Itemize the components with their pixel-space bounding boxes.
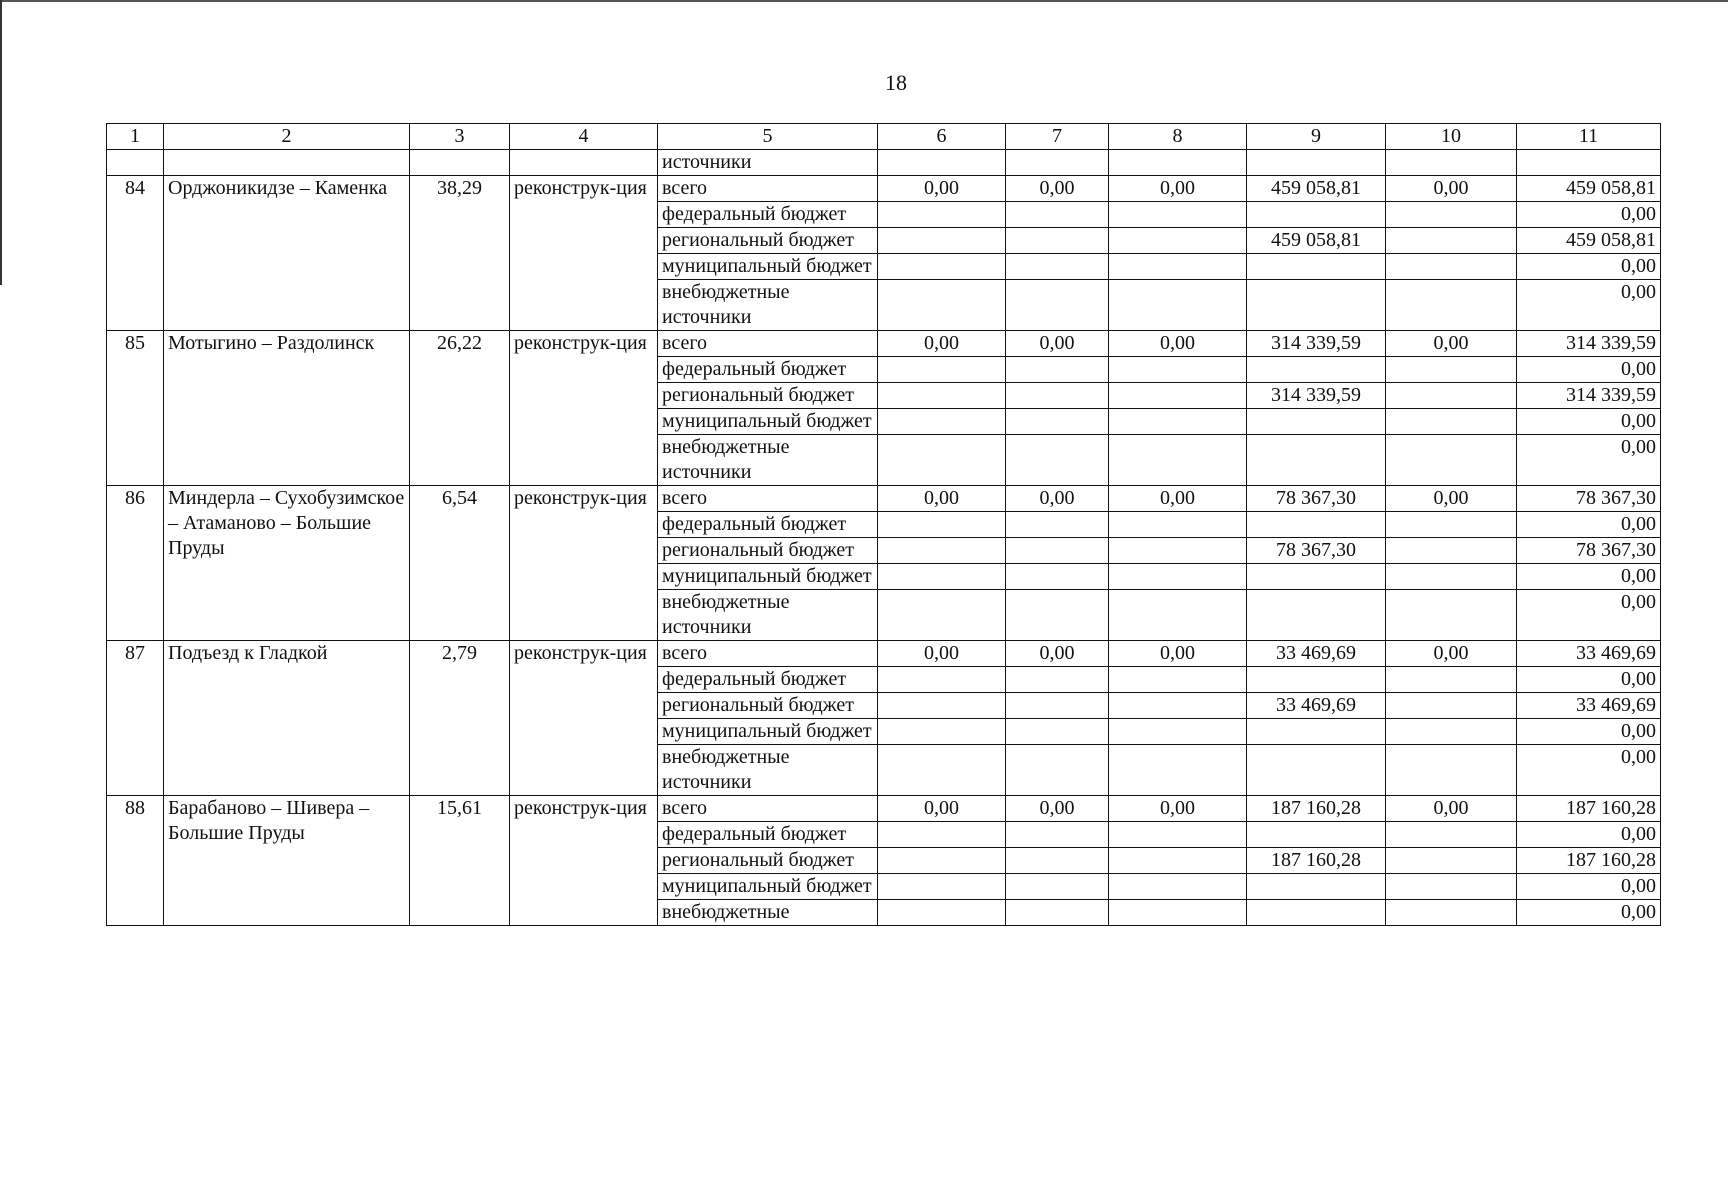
- value-cell-col10: [1386, 564, 1517, 590]
- empty-cell: [1109, 150, 1247, 176]
- value-cell-col6: [878, 383, 1006, 409]
- funding-source-cell: региональный бюджет: [658, 383, 878, 409]
- empty-cell: [510, 150, 658, 176]
- header-cell: 11: [1517, 124, 1661, 150]
- work-type-cell: реконструк-ция: [510, 176, 658, 331]
- value-cell-col11: 0,00: [1517, 590, 1661, 641]
- funding-source-cell: внебюджетные источники: [658, 280, 878, 331]
- value-cell-col8: [1109, 357, 1247, 383]
- value-cell-col10: 0,00: [1386, 486, 1517, 512]
- value-cell-col9: [1247, 254, 1386, 280]
- value-cell-col6: 0,00: [878, 641, 1006, 667]
- object-row-total: [107, 486, 1661, 512]
- value-cell-col8: [1109, 409, 1247, 435]
- object-row-total: [107, 796, 1661, 822]
- funding-source-cell: федеральный бюджет: [658, 667, 878, 693]
- value-cell-col10: [1386, 357, 1517, 383]
- value-cell-col6: [878, 693, 1006, 719]
- value-cell-col11: 0,00: [1517, 564, 1661, 590]
- funding-source-cell: региональный бюджет: [658, 538, 878, 564]
- value-cell-col7: [1006, 409, 1109, 435]
- value-cell-col7: [1006, 667, 1109, 693]
- value-cell-col10: [1386, 719, 1517, 745]
- funding-source-cell: федеральный бюджет: [658, 822, 878, 848]
- value-cell-col8: [1109, 848, 1247, 874]
- value-cell-col8: 0,00: [1109, 331, 1247, 357]
- value-cell-col8: [1109, 874, 1247, 900]
- value-cell-col8: [1109, 719, 1247, 745]
- value-cell-col10: [1386, 280, 1517, 331]
- budget-table: [106, 123, 1661, 926]
- value-cell-col9: [1247, 667, 1386, 693]
- object-row-total: [107, 641, 1661, 667]
- object-name-cell: Орджоникидзе – Каменка: [164, 176, 410, 331]
- value-cell-col8: [1109, 745, 1247, 796]
- empty-cell: [1386, 150, 1517, 176]
- value-cell-col11: 0,00: [1517, 874, 1661, 900]
- work-type-cell: реконструк-ция: [510, 796, 658, 926]
- value-cell-col9: [1247, 202, 1386, 228]
- value-cell-col9: 459 058,81: [1247, 228, 1386, 254]
- value-cell-col10: 0,00: [1386, 176, 1517, 202]
- value-cell-col10: [1386, 693, 1517, 719]
- funding-source-cell: внебюджетные источники: [658, 745, 878, 796]
- value-cell-col11: 78 367,30: [1517, 486, 1661, 512]
- value-cell-col8: [1109, 667, 1247, 693]
- value-cell-col7: 0,00: [1006, 331, 1109, 357]
- funding-source-cell: внебюджетные источники: [658, 435, 878, 486]
- value-cell-col9: [1247, 435, 1386, 486]
- value-cell-col7: 0,00: [1006, 641, 1109, 667]
- funding-source-cell: источники: [658, 150, 878, 176]
- value-cell-col9: [1247, 822, 1386, 848]
- page-number: 18: [885, 70, 907, 95]
- funding-source-cell: федеральный бюджет: [658, 202, 878, 228]
- value-cell-col9: 314 339,59: [1247, 383, 1386, 409]
- value-cell-col6: [878, 874, 1006, 900]
- object-length-cell: 6,54: [410, 486, 510, 641]
- value-cell-col10: [1386, 383, 1517, 409]
- value-cell-col10: 0,00: [1386, 796, 1517, 822]
- value-cell-col7: 0,00: [1006, 176, 1109, 202]
- header-cell: 10: [1386, 124, 1517, 150]
- funding-source-cell: всего: [658, 486, 878, 512]
- value-cell-col11: 0,00: [1517, 719, 1661, 745]
- value-cell-col10: [1386, 590, 1517, 641]
- empty-cell: [878, 150, 1006, 176]
- value-cell-col11: 187 160,28: [1517, 796, 1661, 822]
- funding-source-cell: региональный бюджет: [658, 693, 878, 719]
- value-cell-col11: 0,00: [1517, 900, 1661, 926]
- value-cell-col8: [1109, 590, 1247, 641]
- value-cell-col8: [1109, 254, 1247, 280]
- value-cell-col10: [1386, 435, 1517, 486]
- value-cell-col7: [1006, 848, 1109, 874]
- value-cell-col8: 0,00: [1109, 486, 1247, 512]
- funding-source-cell: региональный бюджет: [658, 228, 878, 254]
- value-cell-col11: 0,00: [1517, 822, 1661, 848]
- value-cell-col8: [1109, 564, 1247, 590]
- value-cell-col8: 0,00: [1109, 796, 1247, 822]
- value-cell-col10: [1386, 512, 1517, 538]
- object-number-cell: 87: [107, 641, 164, 796]
- value-cell-col11: 78 367,30: [1517, 538, 1661, 564]
- value-cell-col9: [1247, 745, 1386, 796]
- object-length-cell: 2,79: [410, 641, 510, 796]
- value-cell-col10: 0,00: [1386, 331, 1517, 357]
- funding-source-cell: всего: [658, 641, 878, 667]
- value-cell-col9: 33 469,69: [1247, 641, 1386, 667]
- value-cell-col10: 0,00: [1386, 641, 1517, 667]
- object-name-cell: Подъезд к Гладкой: [164, 641, 410, 796]
- funding-source-cell: муниципальный бюджет: [658, 564, 878, 590]
- work-type-cell: реконструк-ция: [510, 641, 658, 796]
- page-top-border: [0, 0, 1728, 2]
- value-cell-col6: [878, 822, 1006, 848]
- value-cell-col10: [1386, 202, 1517, 228]
- value-cell-col9: [1247, 409, 1386, 435]
- value-cell-col9: 459 058,81: [1247, 176, 1386, 202]
- value-cell-col9: [1247, 874, 1386, 900]
- value-cell-col11: 187 160,28: [1517, 848, 1661, 874]
- value-cell-col9: 187 160,28: [1247, 796, 1386, 822]
- value-cell-col6: [878, 357, 1006, 383]
- value-cell-col7: [1006, 900, 1109, 926]
- value-cell-col11: 0,00: [1517, 667, 1661, 693]
- value-cell-col11: 0,00: [1517, 202, 1661, 228]
- value-cell-col7: [1006, 822, 1109, 848]
- object-row-total: [107, 176, 1661, 202]
- value-cell-col7: 0,00: [1006, 796, 1109, 822]
- header-cell: 9: [1247, 124, 1386, 150]
- funding-source-cell: внебюджетные: [658, 900, 878, 926]
- value-cell-col7: [1006, 590, 1109, 641]
- value-cell-col7: [1006, 719, 1109, 745]
- empty-cell: [1517, 150, 1661, 176]
- funding-source-cell: федеральный бюджет: [658, 357, 878, 383]
- object-row-total: [107, 331, 1661, 357]
- funding-source-cell: всего: [658, 796, 878, 822]
- value-cell-col6: 0,00: [878, 796, 1006, 822]
- funding-source-cell: внебюджетные источники: [658, 590, 878, 641]
- header-cell: 6: [878, 124, 1006, 150]
- value-cell-col9: 314 339,59: [1247, 331, 1386, 357]
- value-cell-col6: [878, 719, 1006, 745]
- header-cell: 4: [510, 124, 658, 150]
- object-length-cell: 15,61: [410, 796, 510, 926]
- funding-source-cell: муниципальный бюджет: [658, 874, 878, 900]
- object-name-cell: Барабаново – Шивера – Большие Пруды: [164, 796, 410, 926]
- value-cell-col8: [1109, 693, 1247, 719]
- value-cell-col7: [1006, 512, 1109, 538]
- value-cell-col7: [1006, 564, 1109, 590]
- empty-cell: [1247, 150, 1386, 176]
- value-cell-col11: 0,00: [1517, 435, 1661, 486]
- object-number-cell: 85: [107, 331, 164, 486]
- value-cell-col11: 33 469,69: [1517, 693, 1661, 719]
- value-cell-col9: 33 469,69: [1247, 693, 1386, 719]
- value-cell-col8: [1109, 512, 1247, 538]
- value-cell-col6: [878, 745, 1006, 796]
- value-cell-col6: [878, 900, 1006, 926]
- budget-table-body: [107, 124, 1661, 926]
- header-cell: 7: [1006, 124, 1109, 150]
- value-cell-col10: [1386, 228, 1517, 254]
- value-cell-col9: [1247, 590, 1386, 641]
- value-cell-col11: 314 339,59: [1517, 383, 1661, 409]
- value-cell-col11: 0,00: [1517, 280, 1661, 331]
- value-cell-col10: [1386, 848, 1517, 874]
- value-cell-col7: [1006, 383, 1109, 409]
- object-name-cell: Миндерла – Сухобузимское – Атаманово – Большие Пруды: [164, 486, 410, 641]
- value-cell-col6: [878, 254, 1006, 280]
- header-cell: 1: [107, 124, 164, 150]
- value-cell-col11: 314 339,59: [1517, 331, 1661, 357]
- funding-source-cell: муниципальный бюджет: [658, 719, 878, 745]
- value-cell-col10: [1386, 667, 1517, 693]
- funding-source-cell: федеральный бюджет: [658, 512, 878, 538]
- value-cell-col11: 459 058,81: [1517, 176, 1661, 202]
- header-cell: 8: [1109, 124, 1247, 150]
- value-cell-col6: [878, 228, 1006, 254]
- header-cell: 5: [658, 124, 878, 150]
- value-cell-col10: [1386, 254, 1517, 280]
- value-cell-col11: 33 469,69: [1517, 641, 1661, 667]
- object-length-cell: 26,22: [410, 331, 510, 486]
- value-cell-col10: [1386, 822, 1517, 848]
- value-cell-col7: [1006, 202, 1109, 228]
- value-cell-col8: [1109, 900, 1247, 926]
- funding-source-cell: региональный бюджет: [658, 848, 878, 874]
- value-cell-col9: [1247, 512, 1386, 538]
- value-cell-col7: [1006, 254, 1109, 280]
- value-cell-col11: 0,00: [1517, 254, 1661, 280]
- empty-cell: [1006, 150, 1109, 176]
- value-cell-col9: 187 160,28: [1247, 848, 1386, 874]
- value-cell-col11: 0,00: [1517, 745, 1661, 796]
- value-cell-col9: [1247, 900, 1386, 926]
- value-cell-col7: 0,00: [1006, 486, 1109, 512]
- value-cell-col10: [1386, 900, 1517, 926]
- value-cell-col10: [1386, 538, 1517, 564]
- value-cell-col6: [878, 280, 1006, 331]
- value-cell-col6: [878, 409, 1006, 435]
- value-cell-col7: [1006, 745, 1109, 796]
- value-cell-col6: [878, 590, 1006, 641]
- value-cell-col6: 0,00: [878, 331, 1006, 357]
- value-cell-col6: [878, 564, 1006, 590]
- value-cell-col10: [1386, 745, 1517, 796]
- object-number-cell: 84: [107, 176, 164, 331]
- value-cell-col11: 0,00: [1517, 409, 1661, 435]
- value-cell-col6: [878, 435, 1006, 486]
- value-cell-col8: 0,00: [1109, 641, 1247, 667]
- column-number-row: [107, 124, 1661, 150]
- value-cell-col6: [878, 538, 1006, 564]
- value-cell-col10: [1386, 409, 1517, 435]
- value-cell-col11: 0,00: [1517, 512, 1661, 538]
- value-cell-col6: 0,00: [878, 486, 1006, 512]
- value-cell-col11: 459 058,81: [1517, 228, 1661, 254]
- value-cell-col6: 0,00: [878, 176, 1006, 202]
- value-cell-col7: [1006, 538, 1109, 564]
- value-cell-col9: 78 367,30: [1247, 538, 1386, 564]
- value-cell-col7: [1006, 280, 1109, 331]
- value-cell-col8: [1109, 202, 1247, 228]
- object-number-cell: 86: [107, 486, 164, 641]
- value-cell-col11: 0,00: [1517, 357, 1661, 383]
- object-number-cell: 88: [107, 796, 164, 926]
- value-cell-col7: [1006, 693, 1109, 719]
- value-cell-col7: [1006, 874, 1109, 900]
- funding-source-cell: муниципальный бюджет: [658, 409, 878, 435]
- value-cell-col6: [878, 512, 1006, 538]
- funding-source-cell: муниципальный бюджет: [658, 254, 878, 280]
- value-cell-col7: [1006, 357, 1109, 383]
- value-cell-col9: 78 367,30: [1247, 486, 1386, 512]
- value-cell-col9: [1247, 719, 1386, 745]
- funding-source-cell: всего: [658, 176, 878, 202]
- header-cell: 2: [164, 124, 410, 150]
- value-cell-col8: [1109, 538, 1247, 564]
- empty-cell: [107, 150, 164, 176]
- value-cell-col6: [878, 667, 1006, 693]
- value-cell-col6: [878, 848, 1006, 874]
- value-cell-col8: [1109, 228, 1247, 254]
- object-name-cell: Мотыгино – Раздолинск: [164, 331, 410, 486]
- value-cell-col8: [1109, 383, 1247, 409]
- value-cell-col9: [1247, 357, 1386, 383]
- value-cell-col10: [1386, 874, 1517, 900]
- value-cell-col7: [1006, 435, 1109, 486]
- value-cell-col9: [1247, 564, 1386, 590]
- value-cell-col9: [1247, 280, 1386, 331]
- object-length-cell: 38,29: [410, 176, 510, 331]
- empty-cell: [164, 150, 410, 176]
- value-cell-col8: [1109, 435, 1247, 486]
- funding-source-cell: всего: [658, 331, 878, 357]
- value-cell-col7: [1006, 228, 1109, 254]
- value-cell-col8: [1109, 280, 1247, 331]
- value-cell-col8: [1109, 822, 1247, 848]
- header-cell: 3: [410, 124, 510, 150]
- page-left-mark: [0, 0, 2, 285]
- value-cell-col6: [878, 202, 1006, 228]
- work-type-cell: реконструк-ция: [510, 331, 658, 486]
- empty-cell: [410, 150, 510, 176]
- work-type-cell: реконструк-ция: [510, 486, 658, 641]
- value-cell-col8: 0,00: [1109, 176, 1247, 202]
- carry-over-row: [107, 150, 1661, 176]
